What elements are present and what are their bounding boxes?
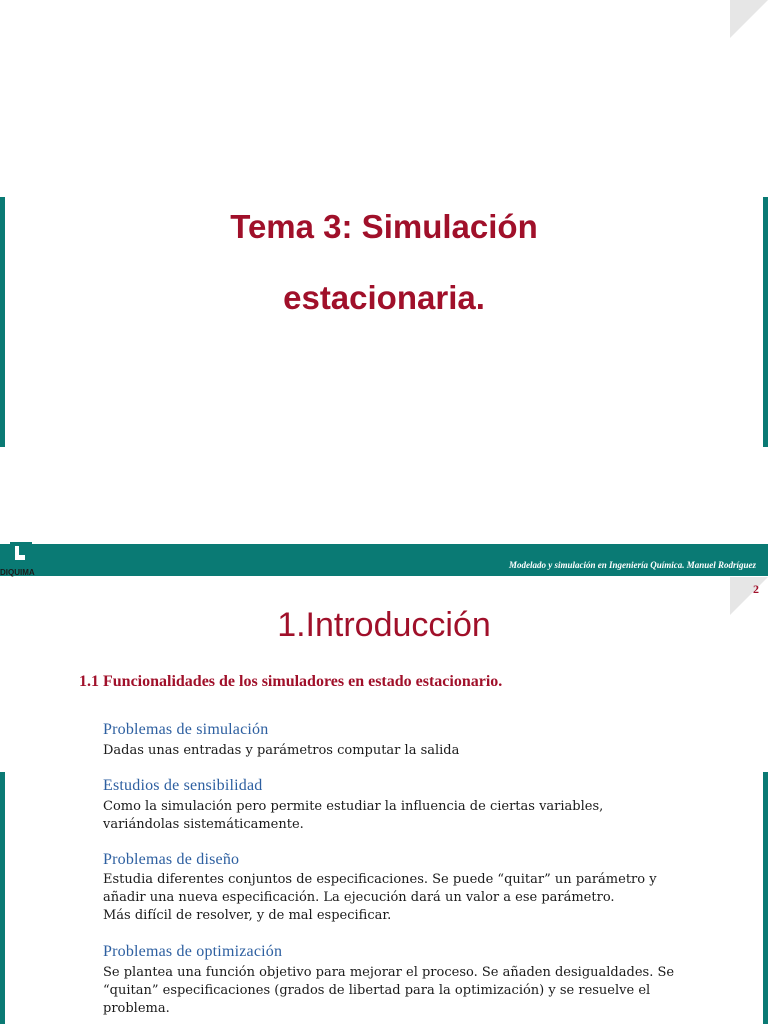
item-heading: Problemas de simulación xyxy=(103,721,269,738)
item-heading: Problemas de diseño xyxy=(103,851,240,868)
subsection-heading: 1.1 Funcionalidades de los simuladores en estado estacionario. xyxy=(79,673,503,690)
item-body-line: Dadas unas entradas y parámetros computar la salida xyxy=(103,743,460,758)
slide-title-line1: Tema 3: Simulación xyxy=(230,208,538,245)
item-body-line: añadir una nueva especificación. La ejecución dará un valor a ese parámetro. xyxy=(103,890,615,905)
item-body-line: “quitan” especificaciones (grados de libertad para la optimización) y se resuelve el xyxy=(103,983,651,998)
item-body-line: Más difícil de resolver, y de mal especificar. xyxy=(103,908,392,923)
section-title: 1.Introducción xyxy=(277,606,491,644)
item-body-line: Como la simulación pero permite estudiar la influencia de ciertas variables, xyxy=(103,799,604,814)
item-heading: Estudios de sensibilidad xyxy=(103,777,263,794)
logo-label: DIQUIMA xyxy=(0,568,35,577)
page-corner-fold xyxy=(730,0,768,38)
item-body-line: problema. xyxy=(103,1001,170,1016)
item-body-line: variándolas sistemáticamente. xyxy=(103,817,304,832)
page-number: 2 xyxy=(753,582,759,596)
footer-text: Modelado y simulación en Ingeniería Química. Manuel Rodríguez xyxy=(508,560,756,570)
right-accent-bar-2 xyxy=(763,772,768,1024)
item-body-line: Se plantea una función objetivo para mejorar el proceso. Se añaden desigualdades. Se xyxy=(103,965,675,980)
item-heading: Problemas de optimización xyxy=(103,943,283,960)
slide-title-line2: estacionaria. xyxy=(283,279,485,316)
item-body-line: Estudia diferentes conjuntos de especificaciones. Se puede “quitar” un parámetro y xyxy=(103,872,657,887)
left-accent-bar-2 xyxy=(0,772,5,1024)
diquima-logo xyxy=(10,542,32,564)
